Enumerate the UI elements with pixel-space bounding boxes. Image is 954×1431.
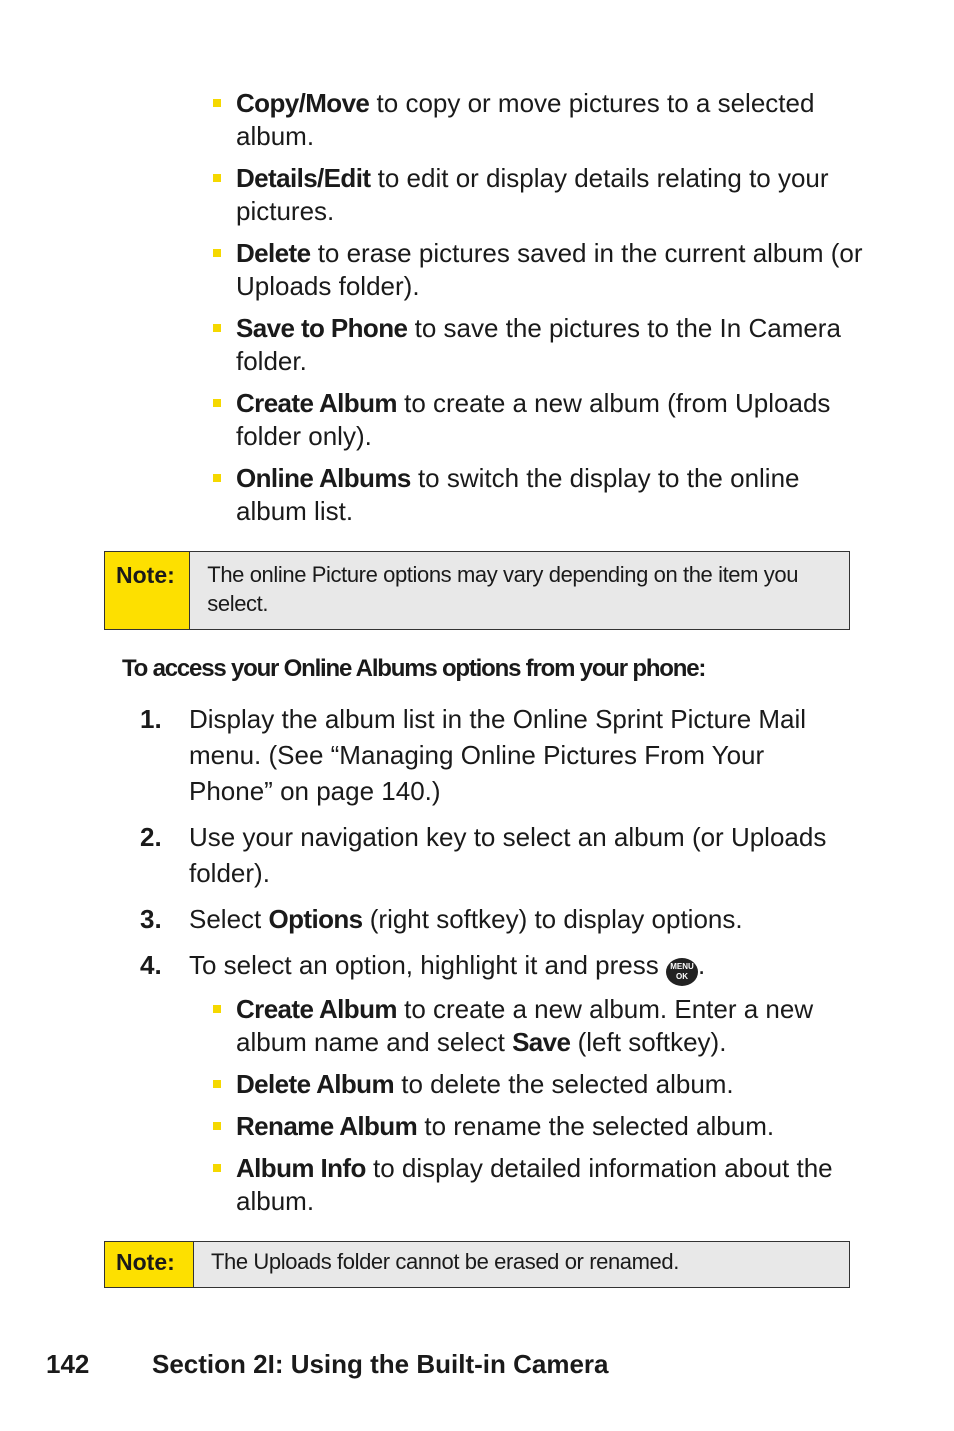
bullet-icon bbox=[213, 324, 221, 332]
list-item bbox=[210, 237, 865, 303]
step-text: To select an option, highlight it and press bbox=[189, 950, 659, 980]
list-item bbox=[210, 1110, 865, 1143]
option-desc: to display detailed information about the album. bbox=[236, 1153, 833, 1216]
option-term: Save to Phone bbox=[236, 313, 408, 343]
list-item bbox=[210, 1152, 865, 1218]
step-text: Use your navigation key to select an album (or Uploads folder). bbox=[189, 822, 827, 888]
bullet-icon bbox=[213, 1080, 221, 1088]
note-box bbox=[104, 1241, 850, 1288]
list-item bbox=[210, 1068, 865, 1101]
steps-list bbox=[140, 701, 855, 996]
list-item bbox=[210, 162, 865, 228]
step-item bbox=[140, 701, 855, 809]
note-label: Note: bbox=[105, 1242, 194, 1287]
list-item bbox=[210, 993, 865, 1059]
note-label: Note: bbox=[105, 552, 190, 629]
bullet-icon bbox=[213, 99, 221, 107]
step-number: 4. bbox=[140, 950, 162, 980]
option-desc-end: (left softkey). bbox=[577, 1027, 727, 1057]
page-number: 142 bbox=[46, 1349, 90, 1379]
option-desc: to delete the selected album. bbox=[401, 1069, 734, 1099]
option-desc: to save the pictures to the In Camera folder. bbox=[236, 313, 841, 376]
step-item bbox=[140, 819, 855, 891]
option-desc: to edit or display details relating to your pictures. bbox=[236, 163, 829, 226]
option-term: Rename Album bbox=[236, 1111, 418, 1141]
note-box bbox=[104, 551, 850, 630]
bullet-icon bbox=[213, 249, 221, 257]
option-desc: to switch the display to the online album list. bbox=[236, 463, 800, 526]
list-item bbox=[210, 312, 865, 378]
step-number: 1. bbox=[140, 704, 162, 734]
option-term: Delete bbox=[236, 238, 311, 268]
picture-options-list bbox=[210, 87, 865, 537]
bullet-icon bbox=[213, 474, 221, 482]
step-item: 4. To select an option, highlight it and press MENU OK . bbox=[140, 947, 855, 986]
bullet-icon bbox=[213, 1122, 221, 1130]
option-desc: to rename the selected album. bbox=[424, 1111, 775, 1141]
bullet-icon bbox=[213, 174, 221, 182]
step-text-pre: Select bbox=[189, 904, 262, 934]
option-term: Create Album bbox=[236, 388, 397, 418]
bullet-icon bbox=[213, 1164, 221, 1172]
bullet-icon bbox=[213, 1005, 221, 1013]
option-term: Album Info bbox=[236, 1153, 366, 1183]
step-item bbox=[140, 901, 855, 937]
list-item bbox=[210, 387, 865, 453]
step-number: 3. bbox=[140, 904, 162, 934]
list-item bbox=[210, 87, 865, 153]
section-title: Section 2I: Using the Built-in Camera bbox=[152, 1349, 609, 1379]
step-bold-term: Options bbox=[268, 904, 363, 934]
list-item bbox=[210, 462, 865, 528]
bullet-icon bbox=[213, 399, 221, 407]
step-text: Display the album list in the Online Sprint Picture Mail menu. (See “Managing Online Pictures From Your Phone” on page 140.) bbox=[189, 704, 807, 806]
menu-ok-key-icon: MENU OK bbox=[666, 958, 698, 986]
option-desc: to create a new album (from Uploads folder only). bbox=[236, 388, 831, 451]
note-text: The Uploads folder cannot be erased or renamed. bbox=[211, 1249, 679, 1274]
note-text: The online Picture options may vary depending on the item you select. bbox=[207, 562, 799, 616]
step-text-post: (right softkey) to display options. bbox=[369, 904, 743, 934]
option-term: Delete Album bbox=[236, 1069, 394, 1099]
step-number: 2. bbox=[140, 822, 162, 852]
section-subheading: To access your Online Albums options from your phone: bbox=[122, 655, 706, 682]
option-term: Online Albums bbox=[236, 463, 411, 493]
option-desc: to create a new album. Enter a new album name and select bbox=[236, 994, 814, 1057]
option-term: Details/Edit bbox=[236, 163, 371, 193]
option-desc: to erase pictures saved in the current album (or Uploads folder). bbox=[236, 238, 863, 301]
option-desc: to copy or move pictures to a selected album. bbox=[236, 88, 815, 151]
option-term: Copy/Move bbox=[236, 88, 370, 118]
option-bold-term: Save bbox=[512, 1027, 571, 1057]
option-term: Create Album bbox=[236, 994, 397, 1024]
album-options-list bbox=[210, 993, 865, 1227]
